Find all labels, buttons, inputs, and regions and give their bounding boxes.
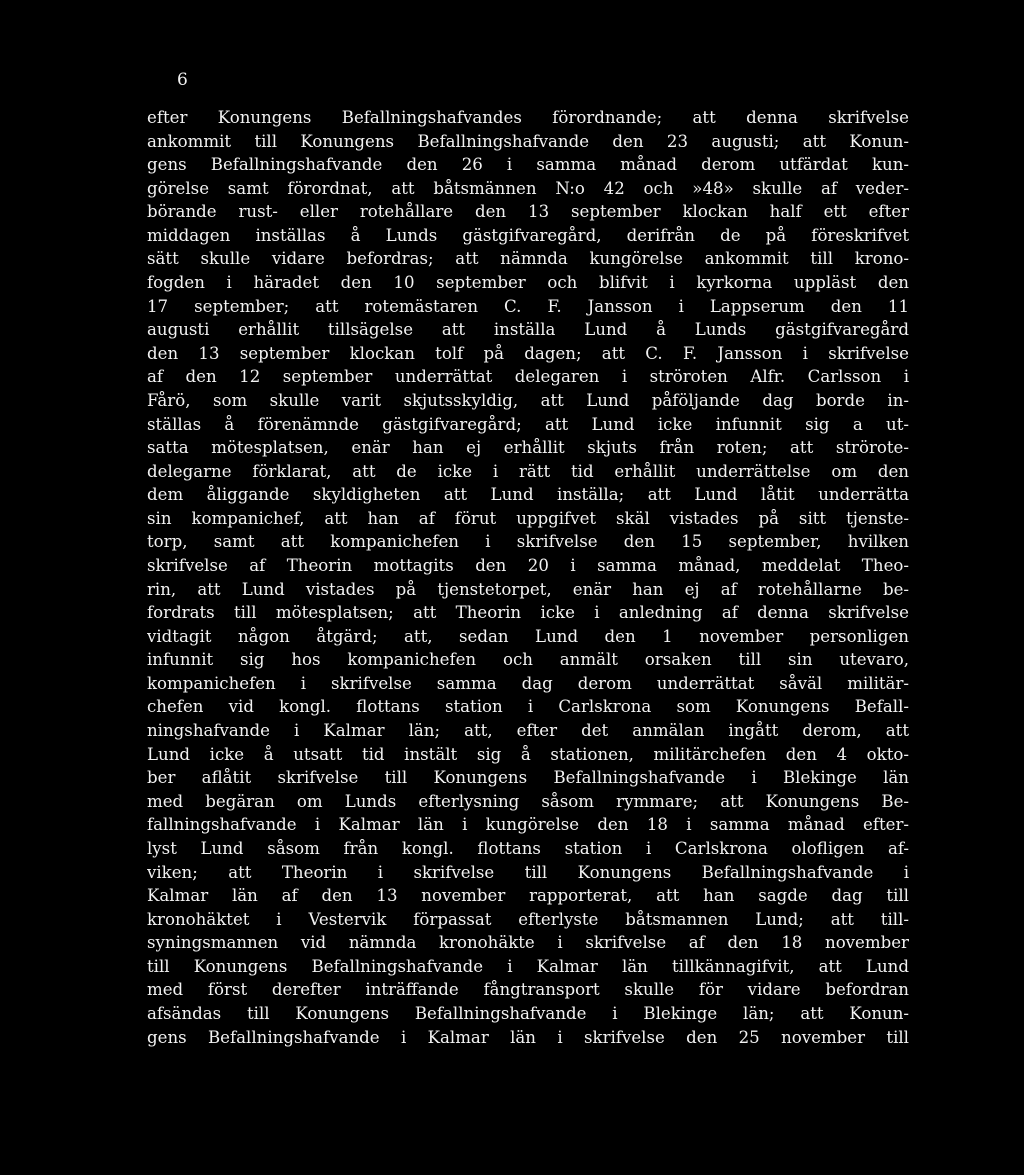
text-line: 17 september; att rotemästaren C. F. Jansson i Lappserum den 11 <box>147 296 909 316</box>
text-line: ställas å förenämnde gästgifvaregård; att Lund icke infunnit sig a ut- <box>147 414 909 434</box>
text-line: middagen inställas å Lunds gästgifvaregård, derifrån de på föreskrifvet <box>147 225 909 245</box>
text-line: fallningshafvande i Kalmar län i kungörelse den 18 i samma månad efter- <box>147 815 909 835</box>
text-line: kronohäktet i Vestervik förpassat efterlyste båtsmannen Lund; att till- <box>147 909 909 929</box>
text-line: vidtagit någon åtgärd; att, sedan Lund den 1 november personligen <box>147 626 909 646</box>
text-line: afsändas till Konungens Befallningshafvande i Blekinge län; att Konun- <box>147 1003 909 1023</box>
text-line: fordrats till mötesplatsen; att Theorin icke i anledning af denna skrifvelse <box>147 603 909 623</box>
page-number: 6 <box>177 70 189 90</box>
text-line: ankommit till Konungens Befallningshafvande den 23 augusti; att Konun- <box>147 131 909 151</box>
text-line: af den 12 september underrättat delegaren i ströroten Alfr. Carlsson i <box>147 367 909 387</box>
text-line: syningsmannen vid nämnda kronohäkte i skrifvelse af den 18 november <box>147 933 909 953</box>
text-line: till Konungens Befallningshafvande i Kalmar län tillkännagifvit, att Lund <box>147 956 909 976</box>
text-line: ber aflåtit skrifvelse till Konungens Befallningshafvande i Blekinge län <box>147 768 909 788</box>
text-line: med först derefter inträffande fångtransport skulle för vidare befordran <box>147 980 909 1000</box>
body-text <box>147 106 909 1049</box>
text-line: sin kompanichef, att han af förut uppgifvet skäl vistades på sitt tjenste- <box>147 508 909 528</box>
text-line: gens Befallningshafvande i Kalmar län i skrifvelse den 25 november till <box>147 1027 909 1047</box>
text-line: skrifvelse af Theorin mottagits den 20 i samma månad, meddelat Theo- <box>147 555 909 575</box>
text-line: delegarne förklarat, att de icke i rätt tid erhållit underrättelse om den <box>147 461 909 481</box>
text-line: görelse samt förordnat, att båtsmännen N:o 42 och »48» skulle af veder- <box>147 178 909 198</box>
text-line: Lund icke å utsatt tid instält sig å stationen, militärchefen den 4 okto- <box>147 744 909 764</box>
text-line: med begäran om Lunds efterlysning såsom rymmare; att Konungens Be- <box>147 791 909 811</box>
text-line: torp, samt att kompanichefen i skrifvelse den 15 september, hvilken <box>147 532 909 552</box>
text-line: lyst Lund såsom från kongl. flottans station i Carlskrona olofligen af- <box>147 838 909 858</box>
text-line: rin, att Lund vistades på tjenstetorpet, enär han ej af rotehållarne be- <box>147 579 909 599</box>
text-line: chefen vid kongl. flottans station i Carlskrona som Konungens Befall- <box>147 697 909 717</box>
text-line: infunnit sig hos kompanichefen och anmält orsaken till sin utevaro, <box>147 650 909 670</box>
text-line: fogden i häradet den 10 september och blifvit i kyrkorna uppläst den <box>147 273 909 293</box>
text-line: efter Konungens Befallningshafvandes förordnande; att denna skrifvelse <box>147 108 909 127</box>
text-line: börande rust- eller rotehållare den 13 september klockan half ett efter <box>147 202 909 222</box>
text-line: satta mötesplatsen, enär han ej erhållit skjuts från roten; att strörote- <box>147 438 909 458</box>
text-line: kompanichefen i skrifvelse samma dag derom underrättat såväl militär- <box>147 673 909 693</box>
text-line: Fårö, som skulle varit skjutsskyldig, att Lund påföljande dag borde in- <box>147 390 909 410</box>
text-line: Kalmar län af den 13 november rapporterat, att han sagde dag till <box>147 886 909 906</box>
text-line: den 13 september klockan tolf på dagen; att C. F. Jansson i skrifvelse <box>147 343 909 363</box>
text-line: dem åliggande skyldigheten att Lund inställa; att Lund låtit underrätta <box>147 485 909 505</box>
text-line: augusti erhållit tillsägelse att inställa Lund å Lunds gästgifvaregård <box>147 320 909 340</box>
text-line: gens Befallningshafvande den 26 i samma månad derom utfärdat kun- <box>147 155 909 175</box>
text-line: viken; att Theorin i skrifvelse till Konungens Befallningshafvande i <box>147 862 909 882</box>
text-line: sätt skulle vidare befordras; att nämnda kungörelse ankommit till krono- <box>147 249 909 269</box>
text-line: ningshafvande i Kalmar län; att, efter det anmälan ingått derom, att <box>147 721 909 741</box>
